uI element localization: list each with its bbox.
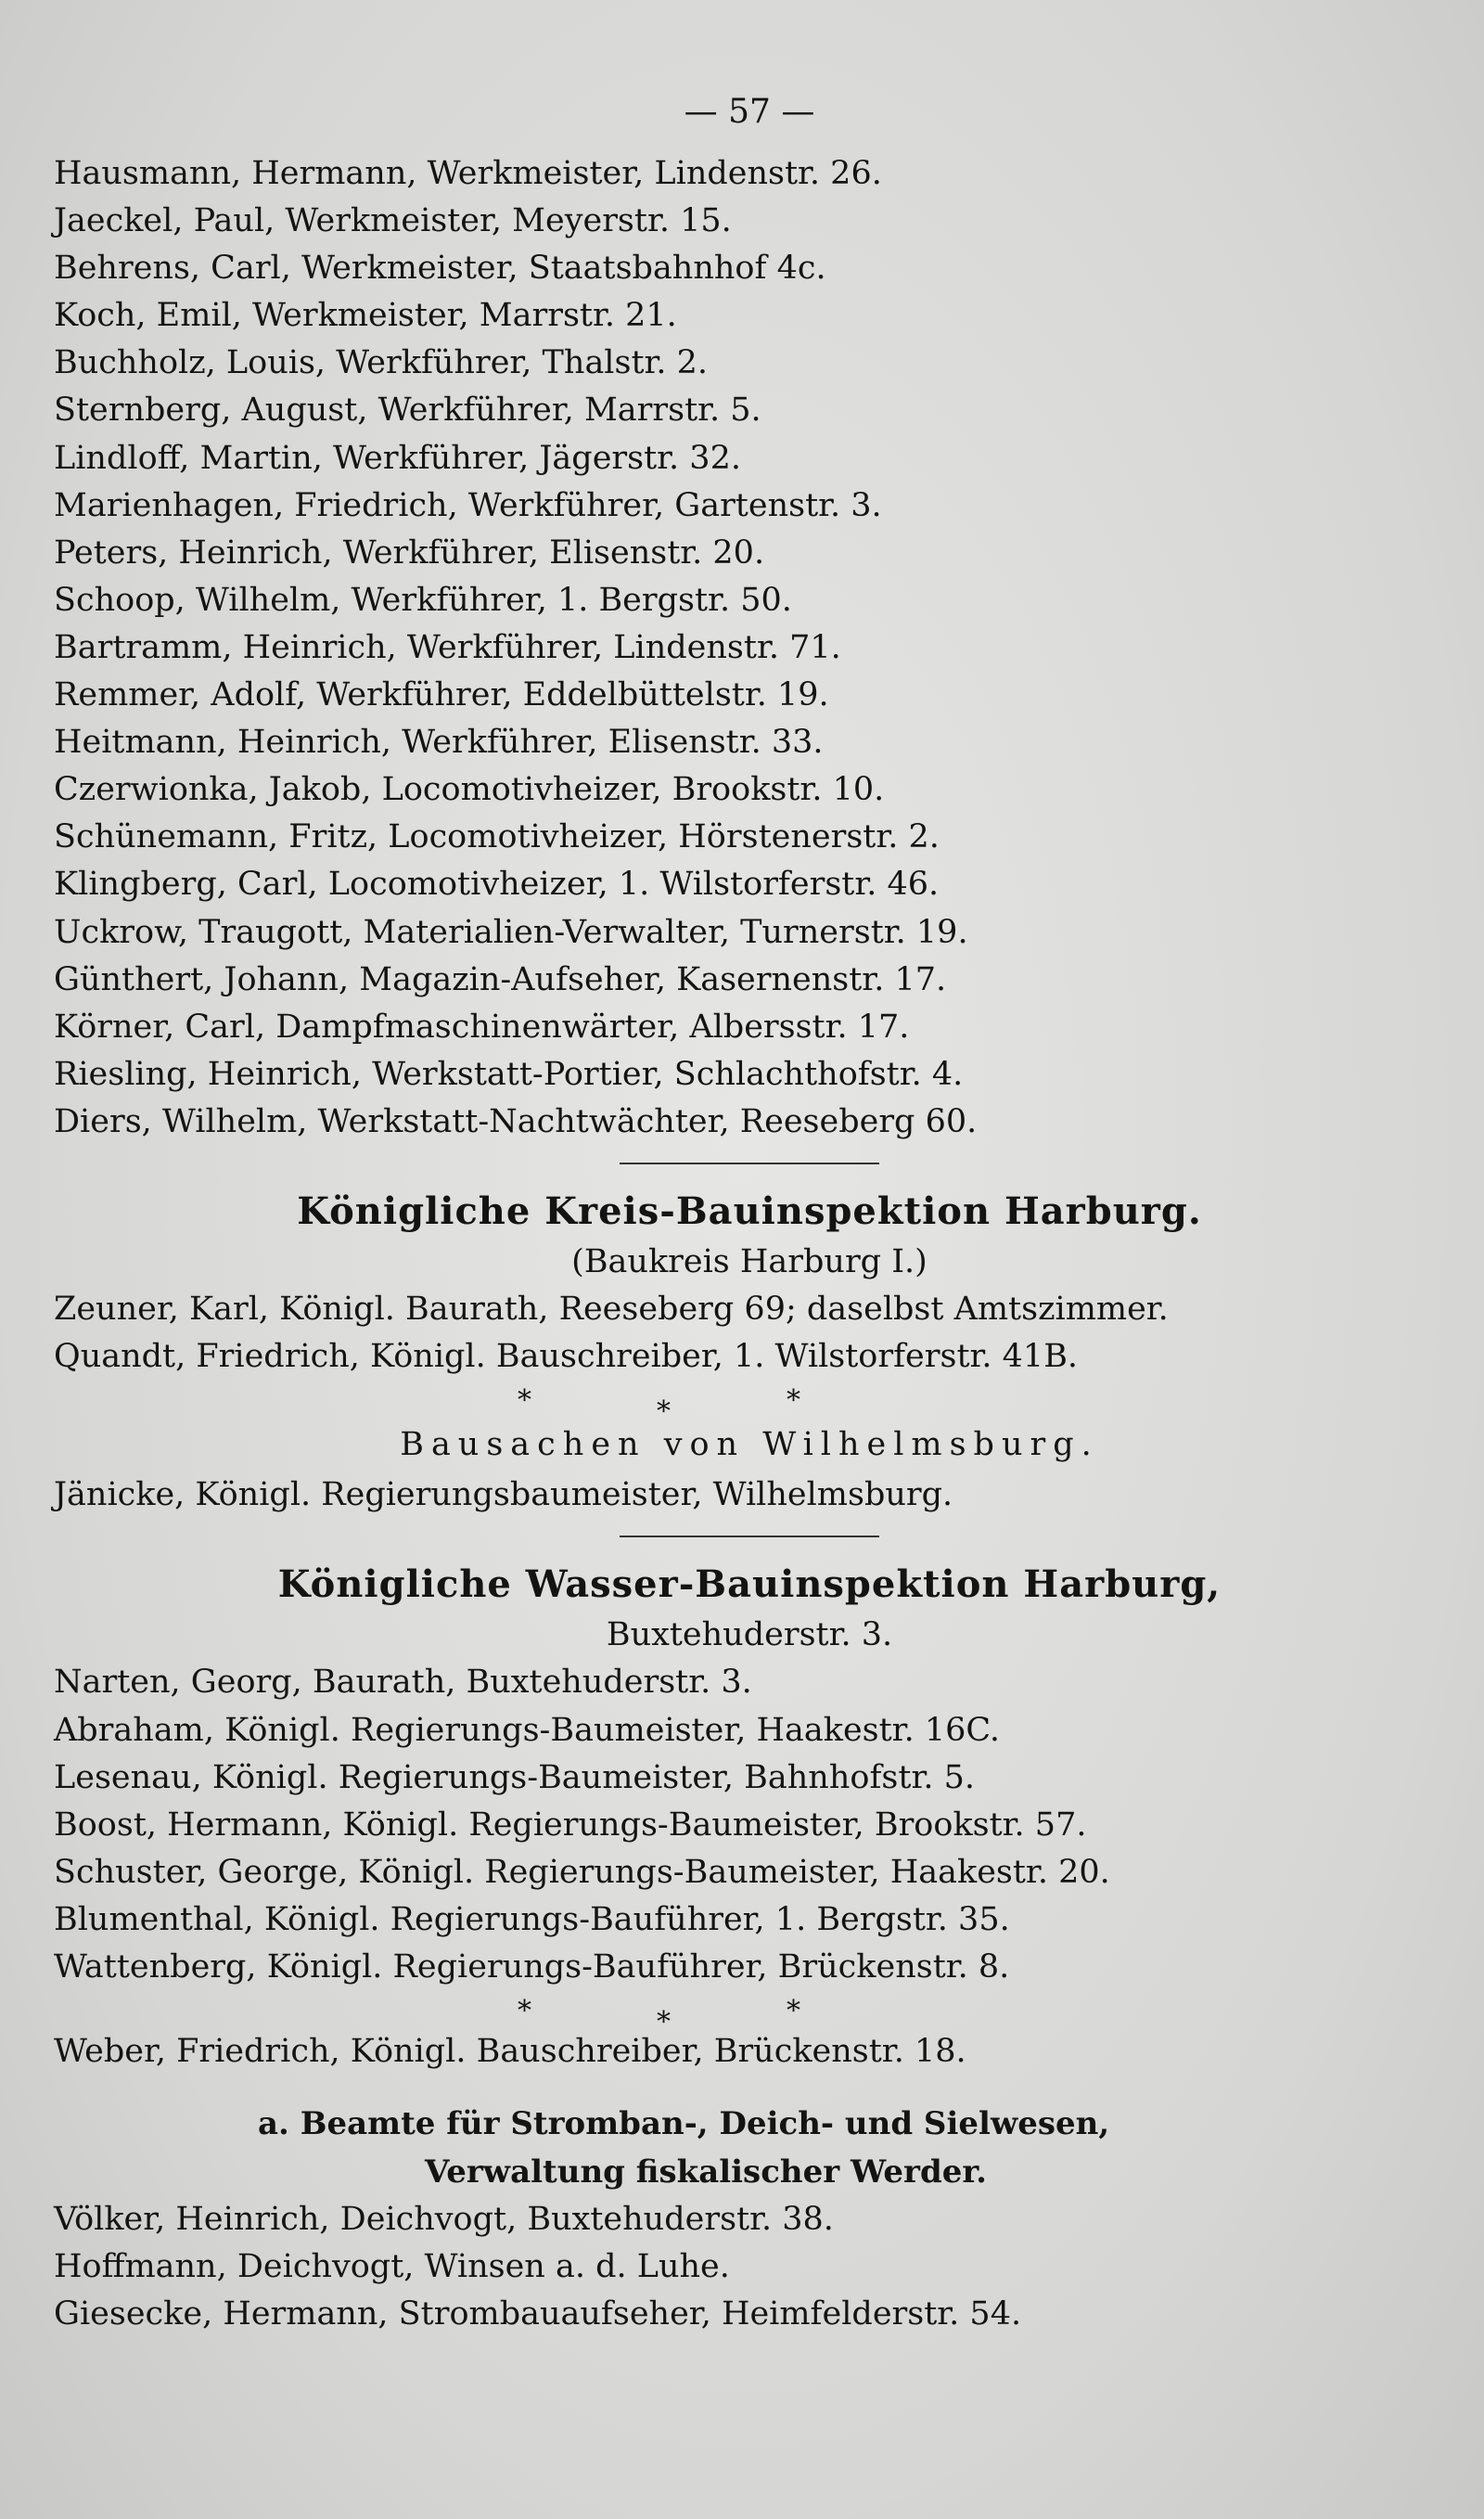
section-address: Buxtehuderstr. 3. bbox=[606, 1616, 893, 1654]
subsection-heading: Verwaltung fiskalischer Werder. bbox=[425, 2153, 987, 2191]
list-item: Quandt, Friedrich, Königl. Bauschreiber, 1. Wilstorferstr. 41B. bbox=[54, 1338, 1079, 1376]
list-item: Jänicke, Königl. Regierungsbaumeister, Wilhelmsburg. bbox=[54, 1476, 953, 1514]
list-item: Klingberg, Carl, Locomotivheizer, 1. Wilstorferstr. 46. bbox=[54, 866, 940, 904]
asterism-star: * bbox=[518, 1995, 531, 2028]
asterism-star: * bbox=[787, 1995, 800, 2028]
asterism-star: * bbox=[787, 1384, 800, 1418]
asterism-star: * bbox=[518, 1384, 531, 1418]
list-item: Uckrow, Traugott, Materialien-Verwalter, Turnerstr. 19. bbox=[54, 913, 968, 951]
list-item: Abraham, Königl. Regierungs-Baumeister, Haakestr. 16C. bbox=[54, 1711, 1001, 1749]
list-item: Boost, Hermann, Königl. Regierungs-Baumeister, Brookstr. 57. bbox=[54, 1806, 1087, 1844]
section-wasser-bauinspektion bbox=[54, 1558, 1445, 2338]
asterism bbox=[54, 1381, 1445, 1429]
section-divider bbox=[620, 1536, 879, 1537]
list-item: Marienhagen, Friedrich, Werkführer, Gartenstr. 3. bbox=[54, 486, 882, 524]
page-number: — 57 — bbox=[684, 93, 815, 131]
subsection-heading: a. Beamte für Stromban-, Deich- und Sielwesen, bbox=[258, 2105, 1110, 2143]
list-item: Sternberg, August, Werkführer, Marrstr. 5. bbox=[54, 392, 761, 430]
list-item: Heitmann, Heinrich, Werkführer, Elisenstr. 33. bbox=[54, 724, 824, 762]
section-heading: Königliche Kreis-Bauinspektion Harburg. bbox=[297, 1189, 1202, 1233]
list-item: Schünemann, Fritz, Locomotivheizer, Hörstenerstr. 2. bbox=[54, 818, 940, 856]
list-item: Wattenberg, Königl. Regierungs-Bauführer, Brückenstr. 8. bbox=[54, 1948, 1010, 1986]
list-item: Czerwionka, Jakob, Locomotivheizer, Brookstr. 10. bbox=[54, 771, 885, 809]
sub-heading: Bausachen von Wilhelmsburg. bbox=[400, 1426, 1099, 1464]
list-item: Jaeckel, Paul, Werkmeister, Meyerstr. 15. bbox=[54, 202, 732, 240]
list-item: Behrens, Carl, Werkmeister, Staatsbahnhof 4c. bbox=[54, 250, 826, 288]
spacer bbox=[54, 2076, 1445, 2100]
list-item: Schoop, Wilhelm, Werkführer, 1. Bergstr. 50. bbox=[54, 581, 792, 619]
list-item: Zeuner, Karl, Königl. Baurath, Reeseberg 69; daselbst Amtszimmer. bbox=[54, 1291, 1169, 1329]
list-item: Narten, Georg, Baurath, Buxtehuderstr. 3. bbox=[54, 1664, 752, 1702]
list-item: Remmer, Adolf, Werkführer, Eddelbüttelstr. 19. bbox=[54, 676, 829, 714]
list-item: Diers, Wilhelm, Werkstatt-Nachtwächter, Reeseberg 60. bbox=[54, 1102, 978, 1140]
list-item: Körner, Carl, Dampfmaschinenwärter, Albersstr. 17. bbox=[54, 1008, 910, 1046]
list-item: Schuster, George, Königl. Regierungs-Baumeister, Haakestr. 20. bbox=[54, 1853, 1110, 1891]
list-item: Lesenau, Königl. Regierungs-Baumeister, Bahnhofstr. 5. bbox=[54, 1758, 975, 1796]
list-item: Völker, Heinrich, Deichvogt, Buxtehuderstr. 38. bbox=[54, 2201, 834, 2239]
list-item: Peters, Heinrich, Werkführer, Elisenstr. 20. bbox=[54, 533, 765, 572]
entries-top-list bbox=[54, 150, 1445, 1146]
list-item: Buchholz, Louis, Werkführer, Thalstr. 2. bbox=[54, 344, 709, 382]
list-item: Hausmann, Hermann, Werkmeister, Lindenstr. 26. bbox=[54, 155, 882, 192]
list-item: Günthert, Johann, Magazin-Aufseher, Kasernenstr. 17. bbox=[54, 960, 947, 998]
asterism bbox=[54, 1991, 1445, 2039]
list-item: Riesling, Heinrich, Werkstatt-Portier, Schlachthofstr. 4. bbox=[54, 1055, 964, 1093]
section-subtitle: (Baukreis Harburg I.) bbox=[571, 1242, 928, 1280]
section-kreis-bauinspektion bbox=[54, 1185, 1445, 1519]
list-item: Blumenthal, Königl. Regierungs-Bauführer, 1. Bergstr. 35. bbox=[54, 1900, 1010, 1938]
list-item: Hoffmann, Deichvogt, Winsen a. d. Luhe. bbox=[54, 2248, 730, 2286]
asterism-star: * bbox=[657, 2006, 671, 2039]
page-content bbox=[54, 85, 1445, 2338]
list-item: Giesecke, Hermann, Strombauaufseher, Heimfelderstr. 54. bbox=[54, 2295, 1022, 2333]
section-divider bbox=[620, 1163, 879, 1164]
list-item: Koch, Emil, Werkmeister, Marrstr. 21. bbox=[54, 297, 677, 335]
section-heading: Königliche Wasser-Bauinspektion Harburg, bbox=[277, 1562, 1222, 1607]
list-item: Lindloff, Martin, Werkführer, Jägerstr. 32. bbox=[54, 439, 741, 477]
asterism-star: * bbox=[657, 1395, 671, 1429]
list-item: Weber, Friedrich, Königl. Bauschreiber, Brückenstr. 18. bbox=[54, 2033, 966, 2071]
list-item: Bartramm, Heinrich, Werkführer, Lindenstr. 71. bbox=[54, 628, 841, 666]
